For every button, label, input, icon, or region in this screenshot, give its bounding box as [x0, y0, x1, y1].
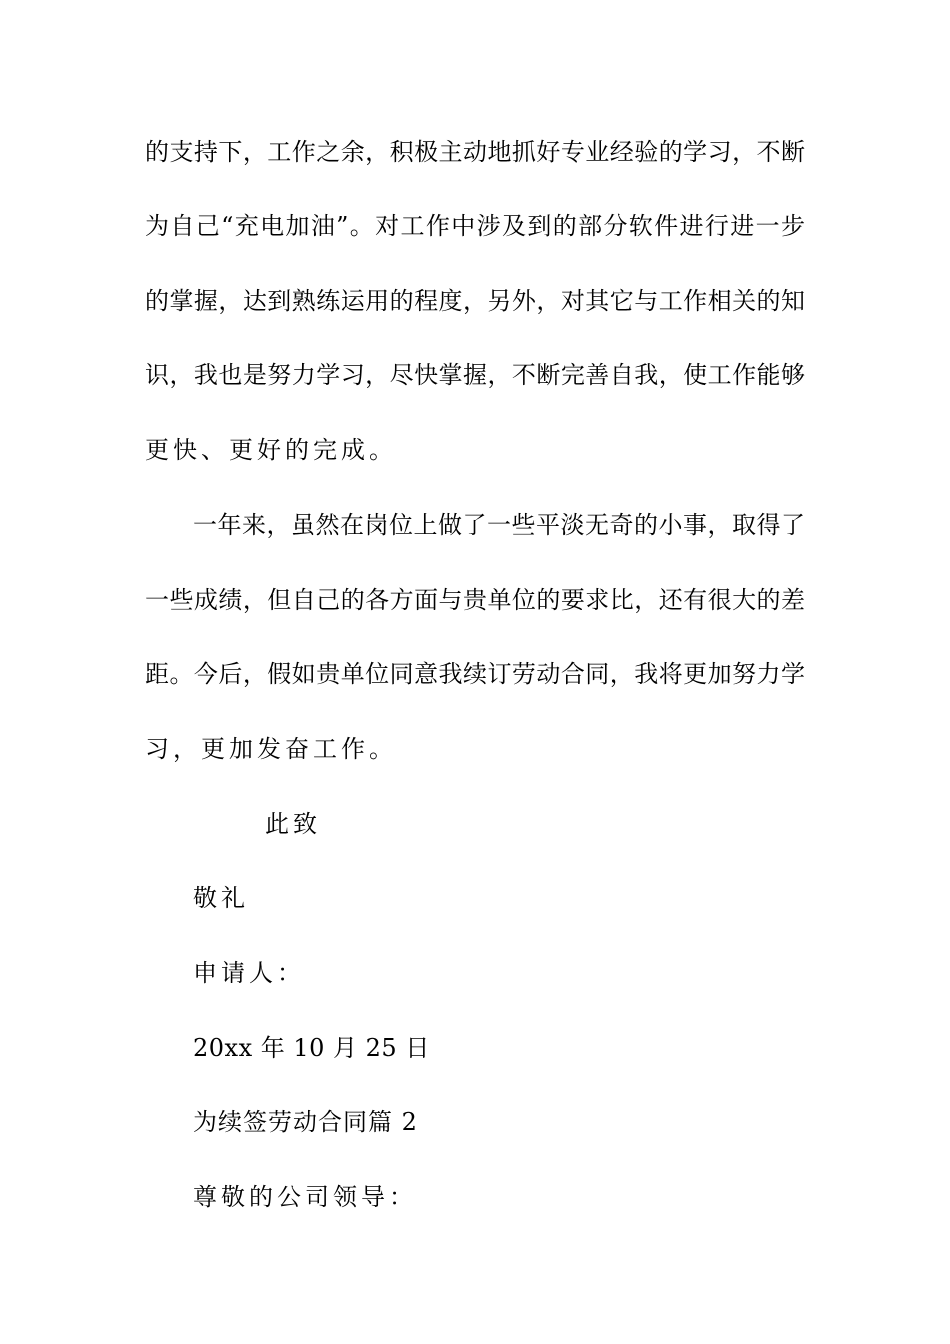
greeting: 尊敬的公司领导： [193, 1183, 417, 1211]
paragraph2-line-3: 距。今后，假如贵单位同意我续订劳动合同，我将更加努力学 [145, 660, 805, 688]
regards: 敬礼 [193, 884, 249, 912]
applicant-label: 申请人： [193, 959, 305, 987]
paragraph2-line-1: 一年来，虽然在岗位上做了一些平淡无奇的小事，取得了 [193, 511, 805, 539]
section-title: 为续签劳动合同篇 2 [193, 1108, 418, 1136]
paragraph1-line-1: 的支持下，工作之余，积极主动地抓好专业经验的学习，不断 [145, 138, 805, 166]
paragraph1-line-3: 的掌握，达到熟练运用的程度，另外，对其它与工作相关的知 [145, 287, 805, 315]
paragraph1-line-4: 识，我也是努力学习，尽快掌握，不断完善自我，使工作能够 [145, 361, 805, 389]
paragraph2-line-4: 习，更加发奋工作。 [145, 735, 397, 763]
date: 20xx 年 10 月 25 日 [193, 1034, 430, 1062]
salutation: 此致 [265, 810, 321, 838]
paragraph1-line-2: 为自己“充电加油”。对工作中涉及到的部分软件进行进一步 [145, 212, 805, 240]
paragraph1-line-5: 更快、更好的完成。 [145, 436, 397, 464]
paragraph2-line-2: 一些成绩，但自己的各方面与贵单位的要求比，还有很大的差 [145, 586, 805, 614]
